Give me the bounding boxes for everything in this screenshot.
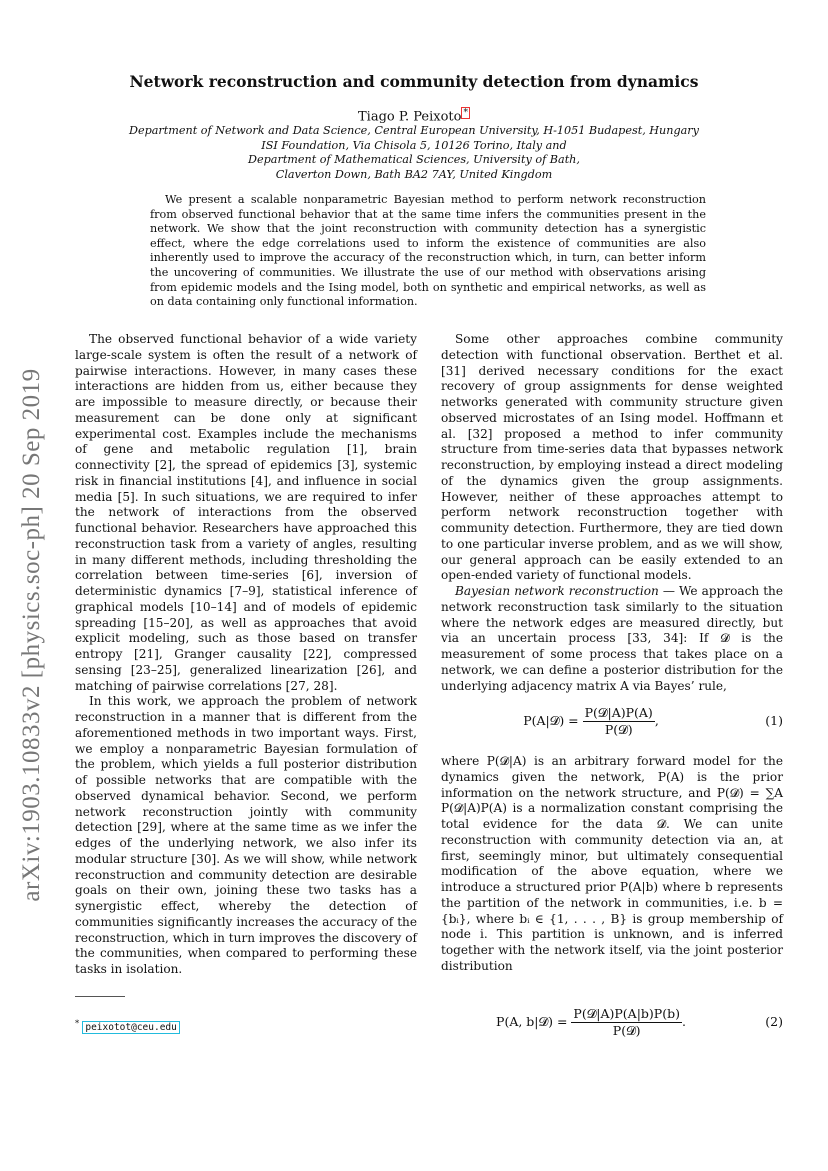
eq2-tail: . — [681, 1014, 686, 1029]
eq1-numerator: P(𝓓|A)P(A) — [584, 705, 653, 720]
affiliation-2: ISI Foundation, Via Chisola 5, 10126 Torino, Italy and — [261, 138, 567, 152]
arxiv-stamp — [10, 330, 54, 940]
author-name: Tiago P. Peixoto — [358, 109, 462, 125]
paper-title: Network reconstruction and community detection from dynamics — [129, 72, 699, 91]
eq1-lhs: P(A|𝓓) = — [523, 713, 579, 728]
eq1-denominator: P(𝓓) — [604, 722, 633, 737]
intro-paragraph-2: In this work, we approach the problem of network reconstruction in a manner that is different from the aforementioned methods in two important ways. First, we employ a nonparametric Bayesian formulation of the problem, which yields a full posterior distribution of possible networks that are compatible with the observed dynamical behavior. Second, we perform network reconstruction jointly with community detection [29], where at the same time as we infer the edges of the underlying network, we also infer its modular structure [30]. As we will show, while network reconstruction and community detection are desirable goals on their own, joining these two tasks has a synergistic effect, whereby the detection of communities significantly increases the accuracy of the reconstruction, which in turn improves the discovery of the communities, when compared to performing these tasks in isolation. — [75, 694, 417, 976]
eq2-fraction — [571, 1006, 682, 1039]
author-footnote-link[interactable]: * — [463, 108, 468, 118]
footnote-rule — [75, 996, 125, 997]
footnote-mark: * — [75, 1018, 80, 1028]
eq2-denominator: P(𝓓) — [612, 1023, 641, 1038]
left-column — [75, 332, 417, 978]
eq1-fraction — [583, 705, 655, 738]
right-column — [441, 332, 783, 694]
posterior-paragraph-text: where P(𝓓|A) is an arbitrary forward model for the dynamics given the network, P(A) is the prior information on the network structure, and P(𝓓) = ∑A P(𝓓|A)P(A) is a normalization constant comprising the total evidence for the data 𝓓. We can unite reconstruction with community detection via an, at first, seemingly minor, but ultimately consequential modification of the above equation, where we introduce a structured prior P(A|b) where b represents the partition of the network in communities, i.e. b = {bᵢ}, where bᵢ ∈ {1, . . . , B} is group membership of node i. This partition is unknown, and is inferred together with the network itself, via the joint posterior distribution — [441, 754, 783, 973]
author-email-link[interactable]: peixotot@ceu.edu — [82, 1021, 180, 1034]
equation-2 — [441, 1006, 783, 1046]
arxiv-stamp-text: arXiv:1903.10833v2 [physics.soc-ph] 20 Sep 2019 — [18, 368, 45, 902]
eq1-tail: , — [654, 713, 659, 728]
posterior-paragraph — [441, 754, 783, 975]
section-heading-bayesian: Bayesian network reconstruction — [455, 584, 659, 598]
eq2-label: (2) — [765, 1014, 783, 1029]
author-line — [0, 108, 828, 124]
equation-1 — [441, 705, 783, 745]
eq2-numerator: P(𝓓|A)P(A|b)P(b) — [573, 1006, 680, 1021]
bayesian-paragraph-text: — We approach the network reconstruction task similarly to the situation where the network edges are measured directly, but via an uncertain process [33, 34]: If 𝓓 is the measurement of some process that takes place on a network, we can define a posterior distribution for the underlying adjacency matrix A via Bayes’ rule, — [441, 584, 784, 693]
abstract: We present a scalable nonparametric Bayesian method to perform network reconstruction from observed functional behavior that at the same time infers the communities present in the network. We show that the joint reconstruction with community detection has a synergistic effect, where the edge correlations used to inform the existence of communities are also inherently used to improve the accuracy of the reconstruction which, in turn, can better inform the uncovering of communities. We illustrate the use of our method with observations arising from epidemic models and the Ising model, both on synthetic and empirical networks, as well as on data containing only functional information. — [150, 193, 706, 309]
affiliation-3: Department of Mathematical Sciences, University of Bath, — [248, 153, 580, 167]
eq2-lhs: P(A, b|𝓓) = — [496, 1014, 568, 1029]
related-work-paragraph: Some other approaches combine community detection with functional observation. Berthet et al. [31] derived necessary conditions for the exact recovery of group assignments for dense weighted networks generated with community structure given observed microstates of an Ising model. Hoffmann et al. [32] proposed a method to infer community structure from time-series data that bypasses network reconstruction, by employing instead a direct modeling of the dynamics given the group assignments. However, neither of these approaches attempt to perform network reconstruction together with community detection. Furthermore, they are tied down to one particular inverse problem, and as we will show, our general approach can be easily extended to an open-ended variety of functional models. — [441, 332, 783, 583]
affiliation-1: Department of Network and Data Science, Central European University, H-1051 Budapest, Hungary — [129, 124, 699, 137]
bayesian-paragraph — [441, 584, 783, 694]
affiliation-4: Claverton Down, Bath BA2 7AY, United Kingdom — [275, 167, 553, 181]
intro-paragraph-1: The observed functional behavior of a wide variety large-scale system is often the result of a network of pairwise interactions. However, in many cases these interactions are hidden from us, either because they are impossible to measure directly, or because their measurement can be done only at significant experimental cost. Examples include the mechanisms of gene and metabolic regulation [1], brain connectivity [2], the spread of epidemics [3], systemic risk in financial institutions [4], and influence in social media [5]. In such situations, we are required to infer the network of interactions from the observed functional behavior. Researchers have approached this reconstruction task from a variety of angles, resulting in many different methods, including thresholding the correlation between time-series [6], inversion of deterministic dynamics [7–9], statistical inference of graphical models [10–14] and of models of epidemic spreading [15–20], as well as approaches that avoid explicit modeling, such as those based on transfer entropy [21], Granger causality [22], compressed sensing [23–25], generalized linearization [26], and matching of pairwise correlations [27, 28]. — [75, 332, 417, 693]
eq1-label: (1) — [765, 713, 783, 728]
footnote — [75, 1018, 180, 1033]
